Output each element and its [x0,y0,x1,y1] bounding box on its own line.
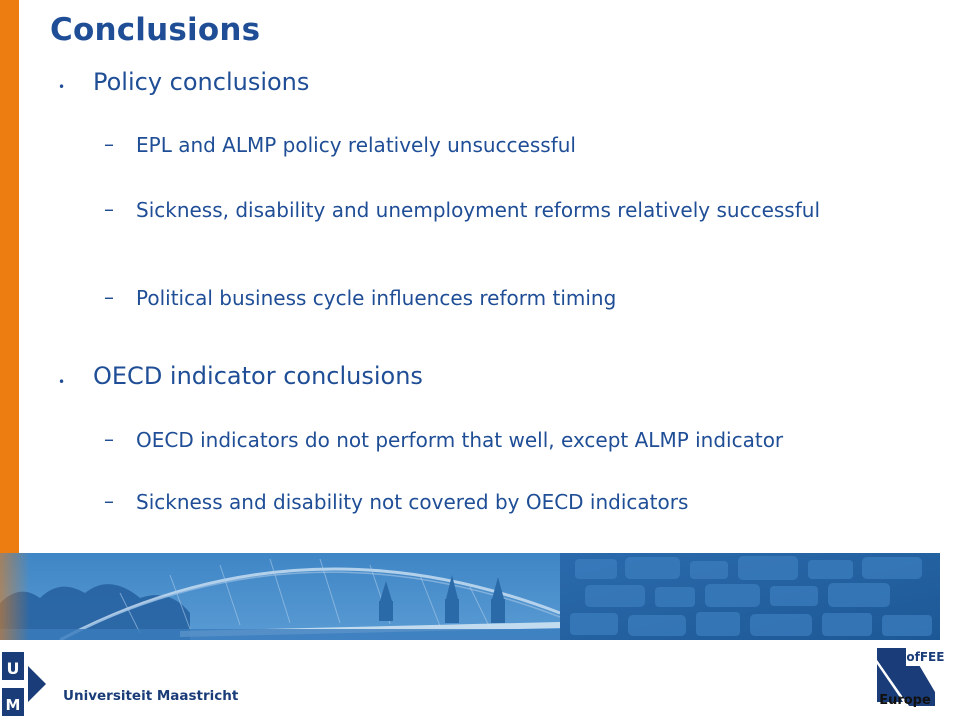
slide-title: Conclusions [50,12,261,48]
svg-text:U: U [6,659,20,678]
banner-photo [0,553,940,640]
section-heading-oecd: OECD indicator conclusions [93,362,423,390]
bullet-icon: • [58,375,66,389]
dash-icon: – [104,285,114,309]
dash-icon: – [104,427,114,451]
list-item: Sickness and disability not covered by OECD indicators [136,490,689,514]
dash-icon: – [104,197,114,221]
footer [0,640,960,720]
list-item: EPL and ALMP policy relatively unsuccessful [136,133,576,157]
svg-text:M: M [5,696,21,714]
cofee-logo-text: CofFEE [897,650,945,664]
dash-icon: – [104,489,114,513]
cofee-logo-subtext: Europe [879,693,931,708]
section-heading-policy: Policy conclusions [93,68,310,96]
list-item: Sickness, disability and unemployment reforms relatively successful [136,198,820,222]
list-item: OECD indicators do not perform that well, except ALMP indicator [136,428,784,452]
list-item: Political business cycle influences reform timing [136,286,617,310]
dash-icon: – [104,132,114,156]
um-logo-icon [0,652,52,722]
bullet-icon: • [58,80,66,94]
university-name: Universiteit Maastricht [63,688,239,704]
